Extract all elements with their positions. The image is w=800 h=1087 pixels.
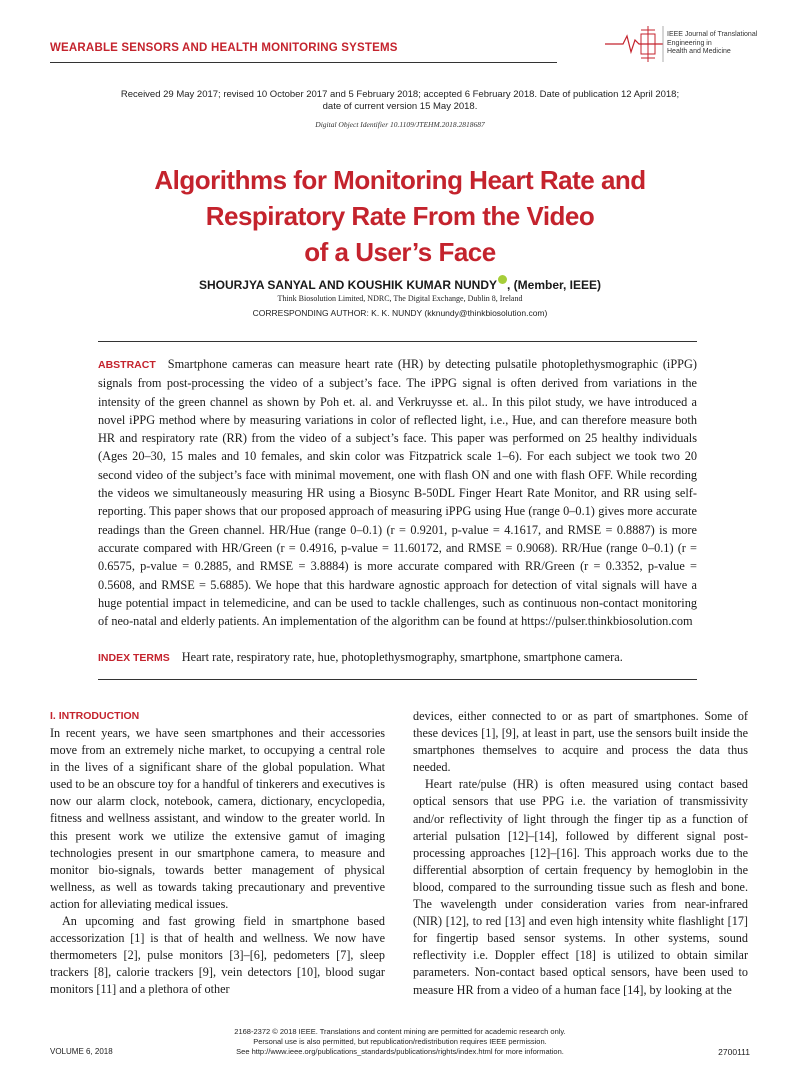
- journal-name-line: Engineering in: [667, 39, 712, 47]
- paragraph: An upcoming and fast growing field in smartphone based accessorization [1] is that of health and wellness. We now have thermometers [2], pulse monitors [3]–[6], pedometers [7], sleep trackers [8], calorie trackers [9], vein detectors [10], blood sugar monitors [11] and a plethora of other: [50, 914, 385, 997]
- copyright-line: Personal use is also permitted, but republication/redistribution requires IEEE permission.: [253, 1037, 547, 1046]
- copyright-line: See http://www.ieee.org/publications_standards/publications/rights/index.html for more information.: [236, 1047, 564, 1056]
- index-terms-text: Heart rate, respiratory rate, hue, photoplethysmography, smartphone, smartphone camera.: [181, 650, 623, 664]
- journal-name-line: Health and Medicine: [667, 48, 731, 55]
- page-number: 2700111: [718, 1047, 750, 1057]
- title-line: of a User’s Face: [304, 237, 496, 267]
- paragraph: Heart rate/pulse (HR) is often measured using contact based optical sensors that use PPG i.e. the variation of transmissivity and/or reflectivity of light through the finger tip as a function of arterial pulsation [12]–[14], followed by different signal post-processing approaches [12]–[16]. This approach works due to the differential absorption of certain frequency by hemoglobin in the blood, compared to the surrounding tissue such as flesh and bone. The wavelength under consideration varies from near-infrared (NIR) [12], to red [13] and even high intensity white flashlight [17] for fingertip based sensor systems. In other systems, sound reflectivity i.e. Doppler effect [18] is utilized to obtain similar parameters. Non-contact based optical sensors, have been used to measure HR from a video of a human face [14], by looking at the: [413, 777, 748, 997]
- dates-line: date of current version 15 May 2018.: [322, 101, 478, 112]
- paragraph: In recent years, we have seen smartphones and their accessories move from an extremely niche market, to occupying a central role in the lives of a significant share of the global population. What used to be an obscure toy for a handful of tinkerers and executives is now our alarm clock, notebook, camera, dictionary, encyclopedia, fitness and wellness assistant, and window to the greater world. In this present work we utilize the extensive gamut of imaging technologies present in our smartphone camera, to measure and monitor bio-signals, towards better management of physical wellness, as well as towards taking precautionary and preventive action for alleviating medical issues.: [50, 726, 385, 911]
- index-terms-label: INDEX TERMS: [98, 652, 170, 664]
- abstract-label: ABSTRACT: [98, 359, 156, 371]
- corresponding-author: CORRESPONDING AUTHOR: K. K. NUNDY (kknundy@thinkbiosolution.com): [252, 308, 548, 318]
- publication-dates: [100, 89, 700, 113]
- journal-name-line: IEEE Journal of Translational: [667, 31, 758, 38]
- abstract-rule-bottom: [98, 679, 697, 680]
- title-line: Respiratory Rate From the Video: [205, 201, 595, 231]
- journal-name: [667, 31, 767, 57]
- column-left: [50, 708, 385, 999]
- header-rule: [50, 62, 557, 63]
- index-terms: [98, 648, 697, 667]
- abstract-rule-top: [98, 341, 697, 342]
- paper-title: [80, 162, 720, 270]
- section-heading: I. INTRODUCTION: [50, 710, 140, 722]
- doi: Digital Object Identifier 10.1109/JTEHM.2018.2818687: [315, 120, 485, 129]
- abstract-text: Smartphone cameras can measure heart rate (HR) by detecting pulsatile photoplethysmographic (iPPG) signals from post-processing the video of a subject’s face. The iPPG signal is often derived from variations in the intensity of the green channel as shown by Poh et. al. and Verkruysse et. al.. In this pilot study, we have introduced a novel iPPG method where by measuring variations in color of reflected light, i.e., Hue, and can therefore measure both HR and respiratory rate (RR) from the video of a subject’s face. This paper was performed on 25 healthy individuals (Ages 20–30, 15 males and 10 females, and skin color was Fitzpatrick scale 1–6). For each subject we took two 20 second video of the subject’s face with minimal movement, one with flash ON and one with flash OFF. While recording the videos we simultaneously measuring HR using a Biosync B-50DL Finger Heart Rate Monitor, and RR using self-reporting. This paper shows that our proposed approach of measuring iPPG using Hue (range 0–0.1) gives more accurate readings than the Green channel. HR/Hue (range 0–0.1) (r = 0.9201, p-value = 4.1617, and RMSE = 0.8887) is more accurate compared with HR/Green (r = 0.4916, p-value = 11.60172, and RMSE = 0.9068). RR/Hue (range 0–0.1) (r = 0.6575, p-value = 0.2885, and RMSE = 3.8884) is more accurate compared with RR/Green (r = 0.3352, p-value = 0.5608, and RMSE = 5.6885). We hope that this hardware agnostic approach for detection of vital signals will have a huge potential impact in telemedicine, and can be used to tackle challenges, such as continuous non-contact monitoring of neo-natal and elderly patients. An implementation of the algorithm can be found at https://pulser.thinkbiosolution.com: [98, 357, 697, 629]
- author-membership: , (Member, IEEE): [507, 278, 602, 292]
- section-title: WEARABLE SENSORS AND HEALTH MONITORING SYSTEMS: [50, 42, 398, 54]
- authors: [80, 275, 720, 292]
- volume-label: VOLUME 6, 2018: [50, 1047, 113, 1056]
- author-names: SHOURJYA SANYAL AND KOUSHIK KUMAR NUNDY: [198, 278, 497, 292]
- title-line: Algorithms for Monitoring Heart Rate and: [154, 165, 646, 195]
- orcid-icon[interactable]: [498, 275, 507, 284]
- abstract: [98, 355, 697, 630]
- copyright-notice: [150, 1027, 650, 1057]
- affiliation: Think Biosolution Limited, NDRC, The Digital Exchange, Dublin 8, Ireland: [277, 294, 523, 303]
- paragraph: devices, either connected to or as part of smartphones. Some of these devices [1], [9], at least in part, use the sensors built inside the smartphones themselves to acquire and process the data thus needed.: [413, 709, 748, 775]
- copyright-line: 2168-2372 © 2018 IEEE. Translations and content mining are permitted for academic research only.: [234, 1027, 566, 1036]
- dates-line: Received 29 May 2017; revised 10 October 2017 and 5 February 2018; accepted 6 February 2018. Date of publication 12 April 2018;: [120, 89, 680, 100]
- column-right: [413, 708, 748, 999]
